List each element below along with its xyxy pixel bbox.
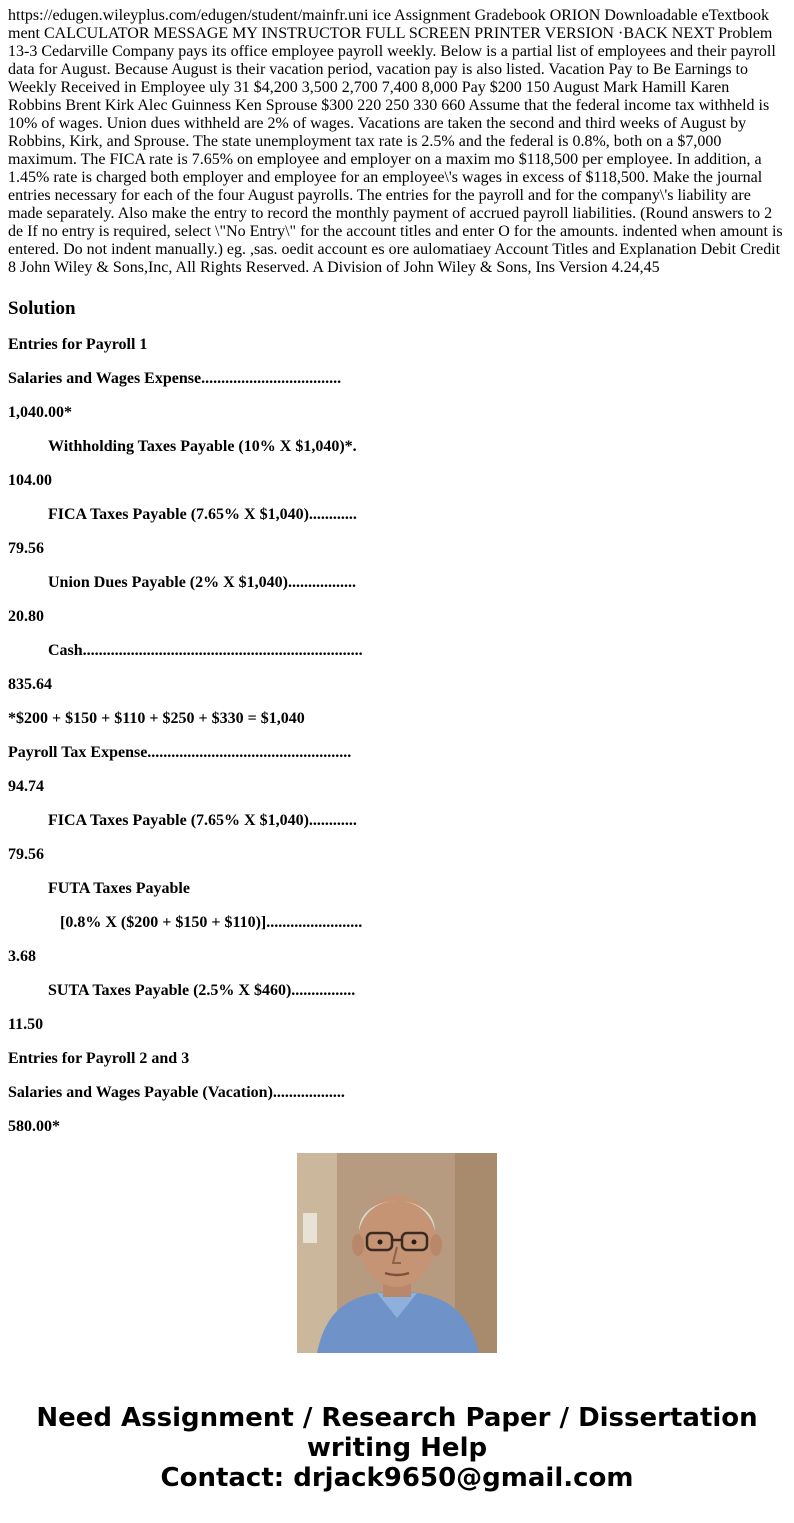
solution-line: SUTA Taxes Payable (2.5% X $460)................ (48, 982, 356, 999)
solution-line: Entries for Payroll 1 (8, 336, 148, 353)
problem-statement: https://edugen.wileyplus.com/edugen/student/mainfr.uni ice Assignment Gradebook ORION Downloadable eTextbook ment CALCULATOR MESSAGE MY INSTRUCTOR FULL SCREEN PRINTER VERSION ·BACK NEXT Problem 13-3 Cedarville Company pays its office employee payroll weekly. Below is a partial list of employees and their payroll data for August. Because August is their vacation period, vacation pay is also listed. Vacation Pay to Be Earnings to Weekly Received in Employee uly 31 $4,200 3,500 2,700 7,400 8,000 Pay $200 150 August Mark Hamill Karen Robbins Brent Kirk Alec Guinness Ken Sprouse $300 220 250 330 660 Assume that the federal income tax withheld is 10% of wages. Union dues withheld are 2% of wages. Vacations are taken the second and third weeks of August by Robbins, Kirk, and Sprouse. The state unemployment tax rate is 2.5% and the federal is 0.8%, both on a $7,000 maximum. The FICA rate is 7.65% on employee and employer on a maxim mo $118,500 per employee. In addition, a 1.45% rate is charged both employer and employee for an employee\'s wages in excess of $118,500. Make the journal entries necessary for each of the four August payrolls. The entries for the payroll and for the company\'s liability are made separately. Also make the entry to record the monthly payment of accrued payroll liabilities. (Round answers to 2 de If no entry is required, select \"No Entry\" for the account titles and enter O for the amounts. indented when amount is entered. Do not indent manually.) eg. ,sas. oedit account es ore aulomatiaey Account Titles and Explanation Debit Credit 8 John Wiley & Sons,Inc, All Rights Reserved. A Division of John Wiley & Sons, Ins Version 4.24,45 (8, 7, 783, 276)
solution-line: 94.74 (8, 778, 44, 795)
solution-line: 79.56 (8, 846, 44, 863)
solution-line: 835.64 (8, 676, 52, 693)
solution-line: Withholding Taxes Payable (10% X $1,040)*. (48, 438, 357, 455)
promo-line-2: writing Help (306, 1433, 488, 1463)
solution-line: [0.8% X ($200 + $150 + $110)]........................ (60, 914, 363, 931)
solution-line: *$200 + $150 + $110 + $250 + $330 = $1,040 (8, 710, 305, 727)
solution-line: FUTA Taxes Payable (48, 880, 190, 897)
solution-line: 79.56 (8, 540, 44, 557)
solution-line: Payroll Tax Expense................................................... (8, 744, 352, 761)
promo-banner (0, 1403, 794, 1493)
solution-line: FICA Taxes Payable (7.65% X $1,040)............ (48, 506, 357, 523)
solution-line: 20.80 (8, 608, 44, 625)
solution-body (0, 335, 794, 1135)
solution-heading: Solution (8, 298, 76, 319)
solution-line: 580.00* (8, 1118, 60, 1135)
solution-line: 11.50 (8, 1016, 44, 1033)
solution-line: Salaries and Wages Expense................................... (8, 370, 342, 387)
promo-contact: Contact: drjack9650@gmail.com (160, 1463, 634, 1493)
promo-line-1: Need Assignment / Research Paper / Dissertation (36, 1403, 758, 1433)
solution-line: Cash...................................................................... (48, 642, 363, 659)
solution-line: 1,040.00* (8, 404, 72, 421)
solution-line: Union Dues Payable (2% X $1,040)................. (48, 574, 357, 591)
author-avatar (297, 1153, 497, 1353)
solution-line: 3.68 (8, 948, 36, 965)
solution-line: Entries for Payroll 2 and 3 (8, 1050, 190, 1067)
solution-line: FICA Taxes Payable (7.65% X $1,040)............ (48, 812, 357, 829)
solution-line: 104.00 (8, 472, 52, 489)
solution-line: Salaries and Wages Payable (Vacation).................. (8, 1084, 345, 1101)
